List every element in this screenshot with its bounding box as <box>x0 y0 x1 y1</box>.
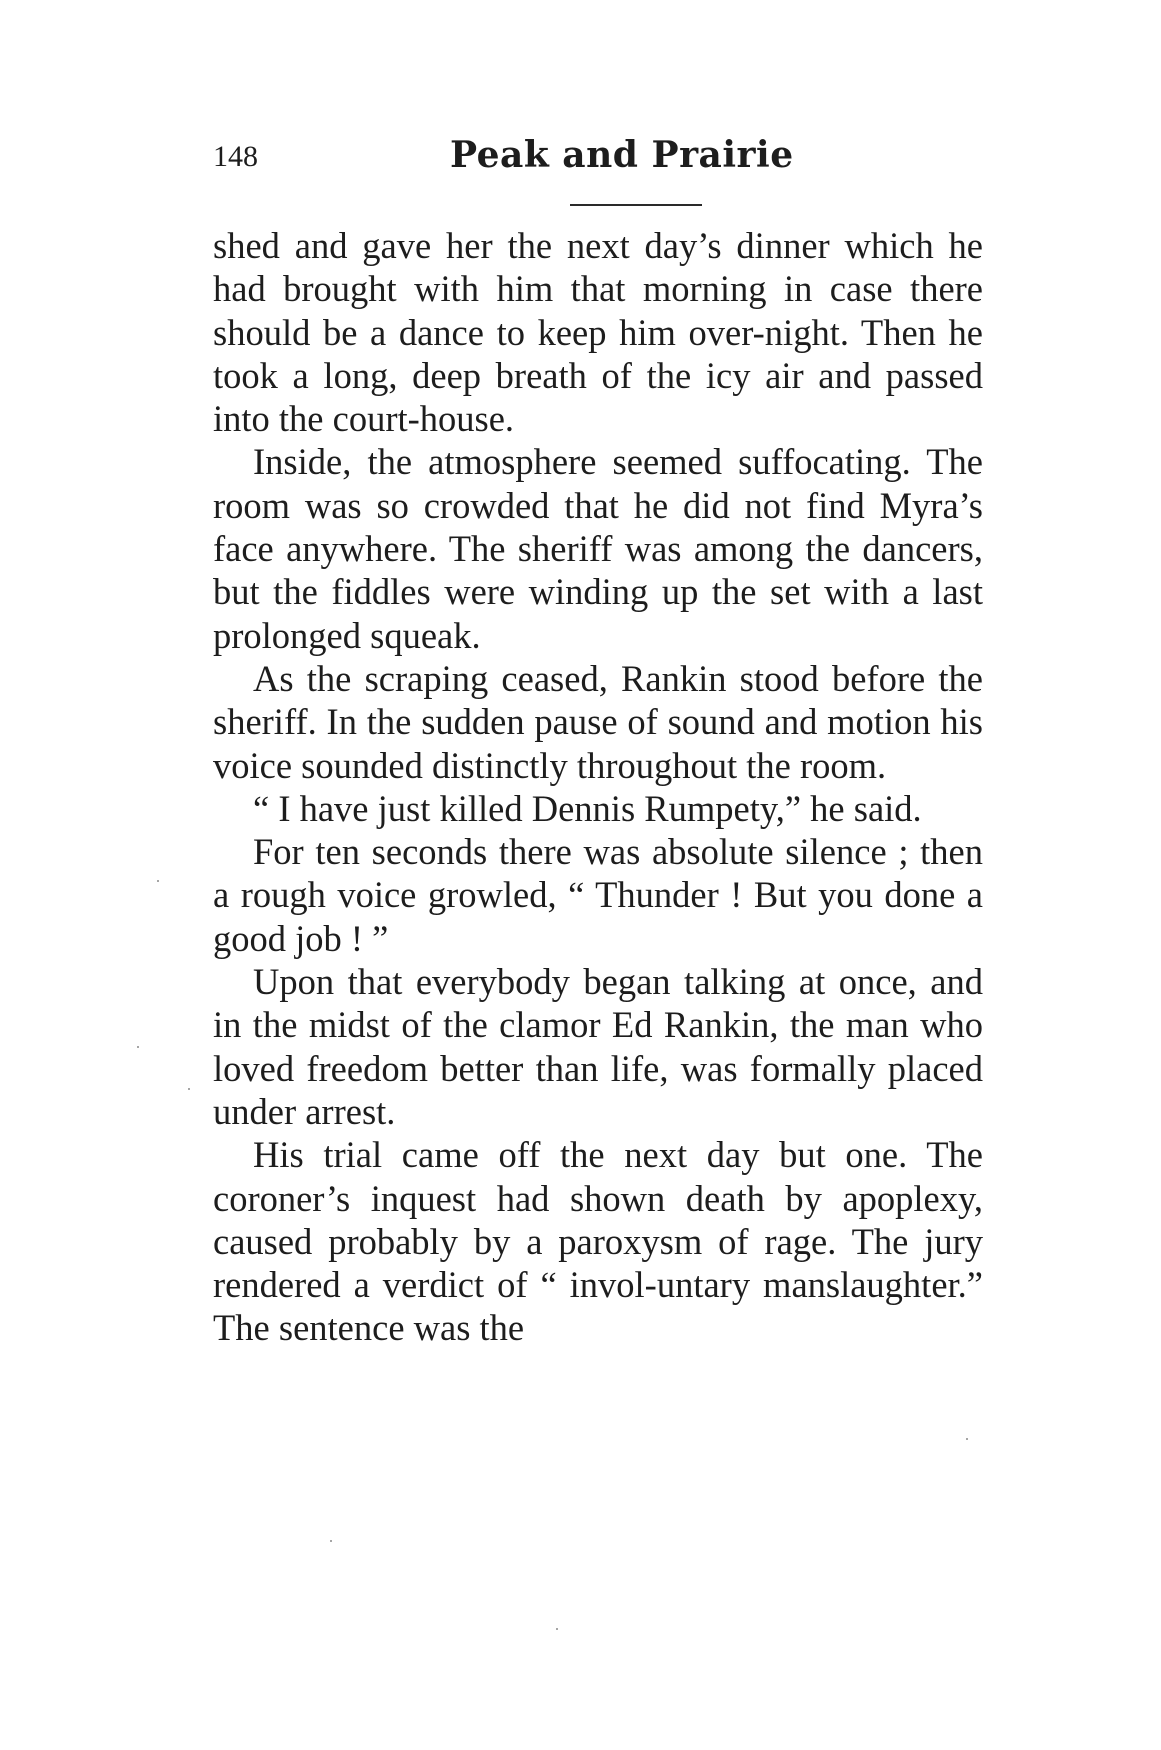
paper-speck <box>330 1540 332 1542</box>
paragraph: shed and gave her the next day’s dinner which he had brought with him that morning in case there should be a dance to keep him over-night. Then he took a long, deep breath of the icy air and passed into the court-house. <box>213 225 983 440</box>
paragraph: His trial came off the next day but one. The coroner’s inquest had shown death by apoplexy, caused probably by a paroxysm of rage. The jury rendered a verdict of “ invol-untary manslaughter.” The sentence was the <box>213 1134 983 1349</box>
paper-speck <box>137 1046 139 1048</box>
paragraph: Upon that everybody began talking at once, and in the midst of the clamor Ed Rankin, the man who loved freedom better than life, was formally placed under arrest. <box>213 961 983 1132</box>
paper-speck <box>966 1438 968 1440</box>
paper-speck <box>157 880 159 882</box>
body-text <box>213 224 983 1350</box>
paper-speck <box>556 1628 558 1630</box>
paragraph: As the scraping ceased, Rankin stood before the sheriff. In the sudden pause of sound and motion his voice sounded distinctly throughout the room. <box>213 657 983 786</box>
paragraph: Inside, the atmosphere seemed suffocating. The room was so crowded that he did not find Myra’s face anywhere. The sheriff was among the dancers, but the fiddles were winding up the set with a last prolonged squeak. <box>213 441 983 656</box>
page-header <box>213 130 1033 190</box>
page-number: 148 <box>213 140 258 173</box>
paper-speck <box>188 1088 190 1090</box>
header-rule <box>570 204 702 206</box>
paragraph: “ I have just killed Dennis Rumpety,” he said. <box>253 787 922 829</box>
running-title: Peak and Prairie <box>450 134 794 176</box>
paragraph: For ten seconds there was absolute silence ; then a rough voice growled, “ Thunder ! But you done a good job ! ” <box>213 831 983 959</box>
